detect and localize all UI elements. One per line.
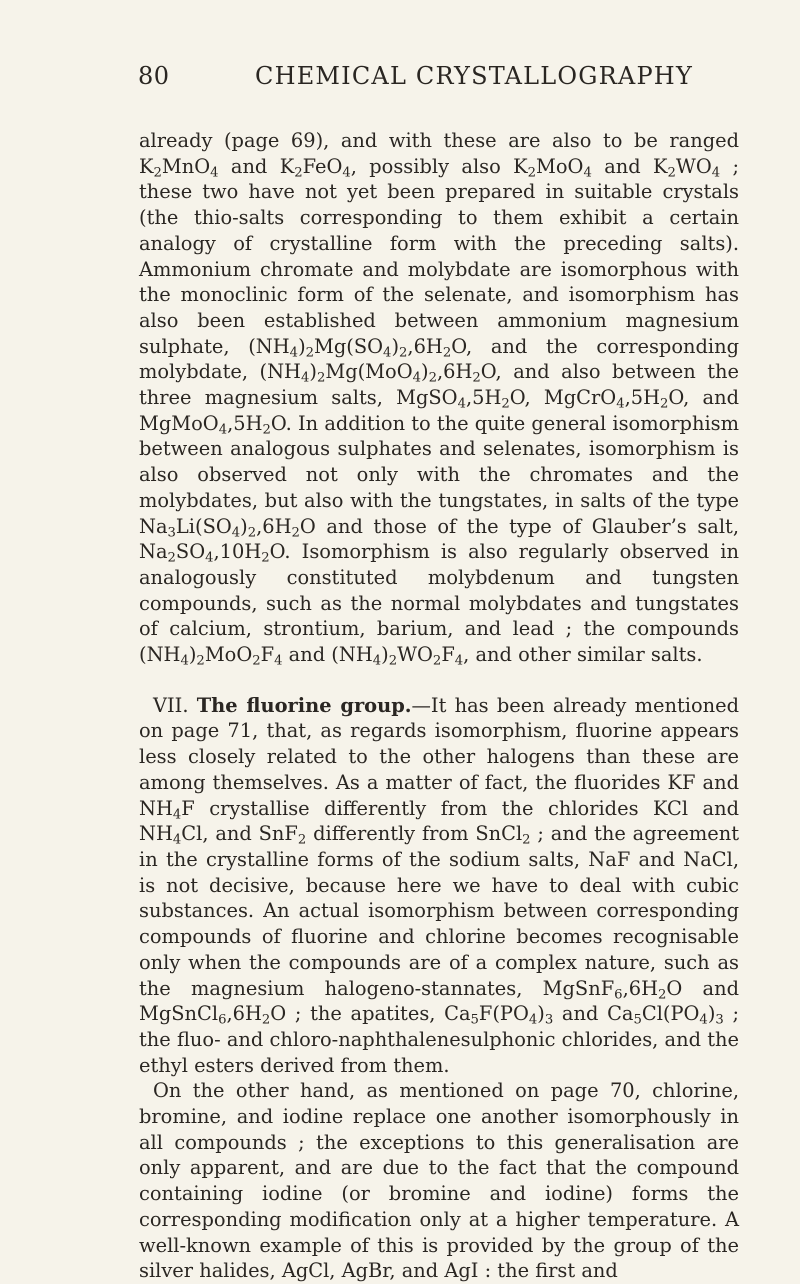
paragraph-halogens: On the other hand, as mentioned on page 70, chlorine, bromine, and iodine replace one another isomorphously in all compounds ; the exceptions to this generalisation are only apparent, and are due to the fact that the compound containing iodine (or bromine and iodine) forms the corresponding modification only at a higher temperature. A well-known example of this is provided by the group of the silver halides, AgCl, AgBr, and AgI : the first and xyxy=(139,1079,739,1283)
page-number: 80 xyxy=(138,62,170,90)
running-title: CHEMICAL CRYSTALLOGRAPHY xyxy=(255,62,693,90)
paragraph-continuation: already (page 69), and with these are also to be ranged $K_2MnO_4$ and $K_2FeO_4$, possibly also $K_2MoO_4$ and $K_2WO_4$ ; these two have not yet been prepared in suitable crystals (the thio-salts corresponding to them exhibit a certain analogy of crystalline form with the preceding salts). Ammonium chromate and molybdate are isomorphous with the monoclinic form of the selenate, and isomorphism has also been established between ammonium magnesium sulphate, $(NH_4)_2Mg(SO_4)_2,6H_2O$, and the corresponding molybdate, $(NH_4)_2Mg(MoO_4)_2,6H_2O$, and also between the three magnesium salts, $MgSO_4,5H_2O$, $MgCrO_4,5H_2O$, and $MgMoO_4,5H_2O$. In addition to the quite general isomorphism between analogous sulphates and selenates, isomorphism is also observed not only with the chromates and the molybdates, but also with the tungstates, in salts of the type $Na_3Li(SO_4)_2,6H_2O$ and those of the type of Glauber’s salt, $Na_2SO_4,10H_2O$. Isomorphism is also regularly observed in analogously constituted molybdenum and tungsten compounds, such as the normal molybdates and tungstates of calcium, strontium, barium, and lead ; the compounds $(NH_4)_2MoO_2F_4$ and $(NH_4)_2WO_2F_4$, and other similar salts. xyxy=(139,129,740,669)
page-header xyxy=(120,62,740,102)
paragraph-fluorine-group: VII. The fluorine group.—It has been already mentioned on page 71, that, as regards isomorphism, fluorine appears less closely related to the other halogens than these are among themselves. As a matter of fact, the fluorides KF and $NH_4F$ crystallise differently from the chlorides KCl and $NH_4Cl$, and SnF$_2$ differently from SnCl$_2$ ; and the agreement in the crystalline forms of the sodium salts, NaF and NaCl, is not decisive, because here we have to deal with cubic substances. An actual isomorphism between corresponding compounds of fluorine and chlorine becomes recognisable only when the compounds are of a complex nature, such as the magnesium halogeno-stannates, $MgSnF_6,6H_2O$ and $MgSnCl_6,6H_2O$ ; the apatites, $Ca_5F(PO_4)_3$ and $Ca_5Cl(PO_4)_3$ ; the fluo- and chloro-naphthalenesulphonic chlorides, and the ethyl esters derived from them. xyxy=(139,693,740,1077)
page-body xyxy=(139,128,739,1284)
